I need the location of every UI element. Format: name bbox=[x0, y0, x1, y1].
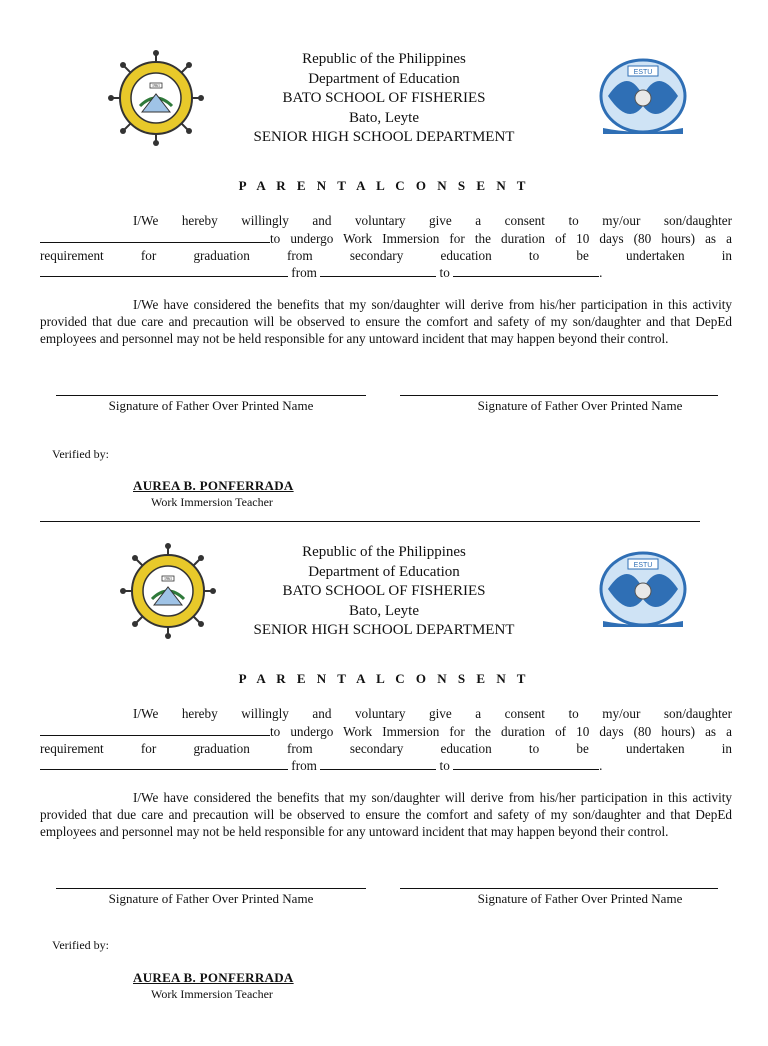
father-signature-label: Signature of Father Over Printed Name bbox=[108, 891, 314, 906]
student-name-blank[interactable] bbox=[40, 230, 270, 243]
second-signature-line[interactable] bbox=[400, 395, 718, 396]
verified-by-label: Verified by: bbox=[52, 447, 109, 461]
header-location: Bato, Leyte bbox=[349, 109, 419, 126]
header-republic: Republic of the Philippines bbox=[302, 544, 466, 560]
p1-line-3: requirement for graduation from secondary education to be undertaken in bbox=[40, 740, 732, 756]
to-label: to bbox=[439, 758, 450, 774]
p1-line-2: to undergo Work Immersion for the duration of 10 days (80 hours) as a bbox=[270, 230, 732, 246]
header-senior-high: SENIOR HIGH SCHOOL DEPARTMENT bbox=[253, 129, 515, 145]
verified-by-label: Verified by: bbox=[52, 938, 109, 952]
p1-end: . bbox=[599, 265, 603, 281]
teacher-name: AUREA B. PONFERRADA bbox=[133, 970, 294, 985]
svg-text:ESTU: ESTU bbox=[633, 562, 653, 569]
form-title: P A R E N T A L C O N S E N T bbox=[238, 178, 530, 193]
to-label: to bbox=[439, 265, 450, 281]
svg-text:1961: 1961 bbox=[152, 83, 160, 88]
header-school: BATO SCHOOL OF FISHERIES bbox=[282, 90, 486, 106]
from-label: from bbox=[291, 265, 317, 281]
consent-form-2 bbox=[0, 541, 768, 1046]
teacher-role: Work Immersion Teacher bbox=[151, 987, 273, 1001]
consent-paragraph-1 bbox=[40, 706, 732, 775]
header-senior-high: SENIOR HIGH SCHOOL DEPARTMENT bbox=[253, 622, 515, 638]
consent-paragraph-1 bbox=[40, 213, 732, 282]
header-location: Bato, Leyte bbox=[349, 602, 419, 619]
venue-blank[interactable] bbox=[40, 264, 288, 277]
p1-line-3: requirement for graduation from secondary education to be undertaken in bbox=[40, 247, 732, 263]
from-date-blank[interactable] bbox=[320, 264, 436, 277]
venue-blank[interactable] bbox=[40, 757, 288, 770]
second-signature-label: Signature of Father Over Printed Name bbox=[477, 398, 683, 413]
svg-text:ESTU: ESTU bbox=[633, 69, 653, 76]
cut-line-divider bbox=[40, 521, 700, 522]
teacher-name: AUREA B. PONFERRADA bbox=[133, 478, 294, 493]
svg-text:1961: 1961 bbox=[164, 576, 172, 581]
to-date-blank[interactable] bbox=[453, 264, 599, 277]
estu-badge-logo bbox=[598, 549, 688, 629]
header-department: Department of Education bbox=[308, 563, 460, 580]
estu-badge-logo bbox=[598, 56, 688, 136]
student-name-blank[interactable] bbox=[40, 723, 270, 736]
consent-form-1 bbox=[0, 48, 768, 553]
second-signature-label: Signature of Father Over Printed Name bbox=[477, 891, 683, 906]
p1-line-1: I/We hereby willingly and voluntary give a consent to my/our son/daughter bbox=[133, 213, 732, 228]
from-date-blank[interactable] bbox=[320, 757, 436, 770]
consent-paragraph-2: I/We have considered the benefits that my son/daughter will derive from his/her participation in this activity provided that due care and precaution will be observed to ensure the comfort and safety of my son/daughter and that DepEd employees and personnel may not be held responsible for any untoward incident that may happen beyond their control. bbox=[40, 790, 732, 839]
father-signature-line[interactable] bbox=[56, 888, 366, 889]
header-department: Department of Education bbox=[308, 70, 460, 87]
header-republic: Republic of the Philippines bbox=[302, 51, 466, 67]
p1-end: . bbox=[599, 758, 603, 774]
letterhead bbox=[0, 541, 768, 641]
letterhead bbox=[0, 48, 768, 148]
header-school: BATO SCHOOL OF FISHERIES bbox=[282, 583, 486, 599]
p1-line-2: to undergo Work Immersion for the duration of 10 days (80 hours) as a bbox=[270, 723, 732, 739]
form-title: P A R E N T A L C O N S E N T bbox=[238, 671, 530, 686]
father-signature-label: Signature of Father Over Printed Name bbox=[108, 398, 314, 413]
second-signature-line[interactable] bbox=[400, 888, 718, 889]
to-date-blank[interactable] bbox=[453, 757, 599, 770]
father-signature-line[interactable] bbox=[56, 395, 366, 396]
p1-line-1: I/We hereby willingly and voluntary give a consent to my/our son/daughter bbox=[133, 706, 732, 721]
from-label: from bbox=[291, 758, 317, 774]
consent-paragraph-2: I/We have considered the benefits that my son/daughter will derive from his/her participation in this activity provided that due care and precaution will be observed to ensure the comfort and safety of my son/daughter and that DepEd employees and personnel may not be held responsible for any untoward incident that may happen beyond their control. bbox=[40, 297, 732, 346]
teacher-role: Work Immersion Teacher bbox=[151, 495, 273, 509]
